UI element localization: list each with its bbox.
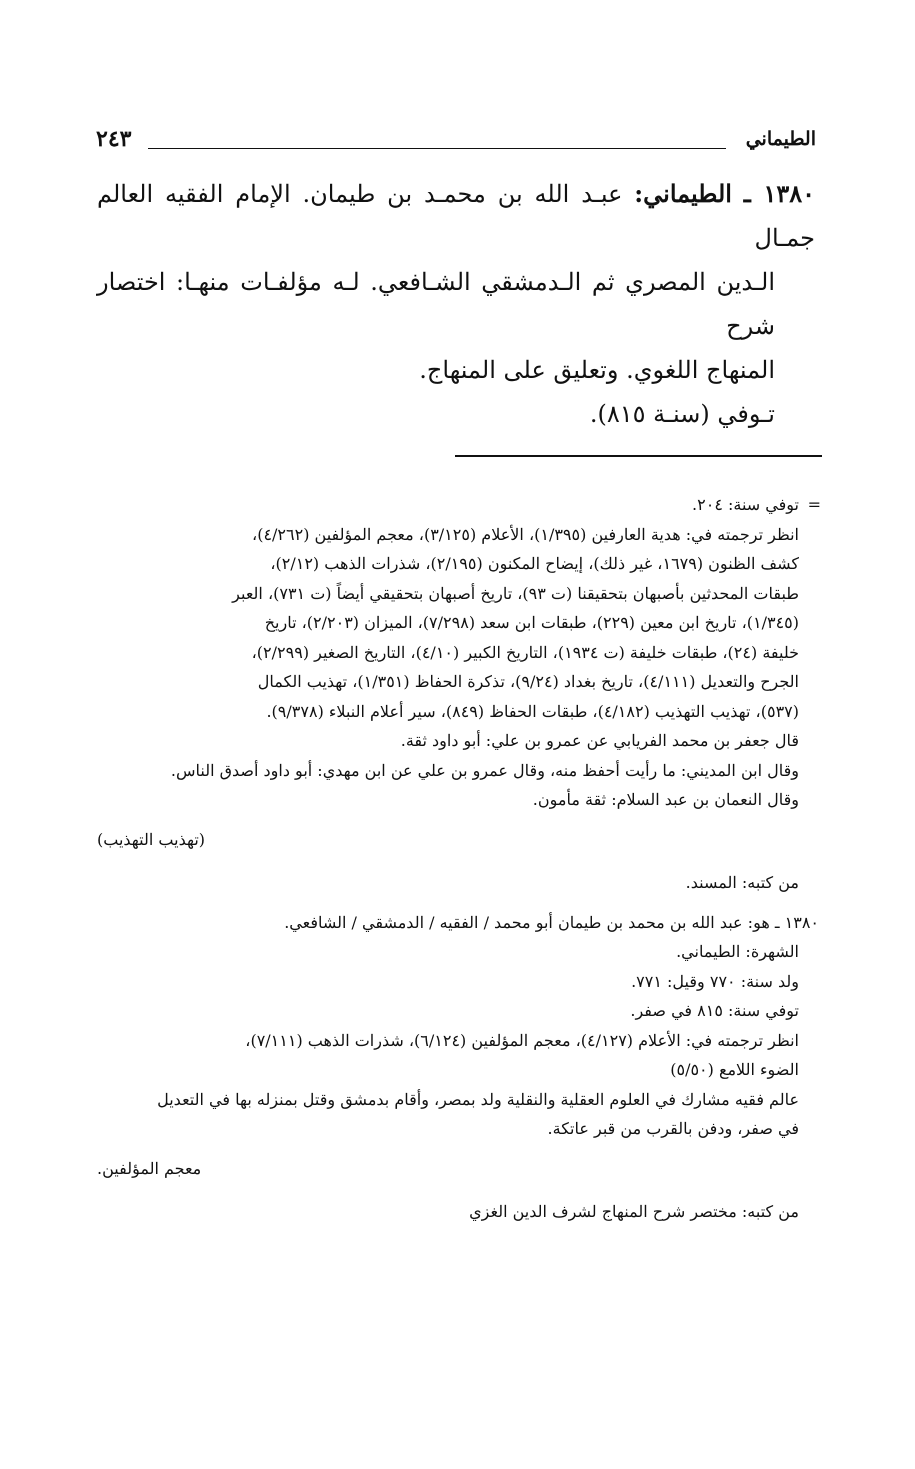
entry-death-line: تـوفي (سنـة ٨١٥). [589,400,775,428]
footnote-line: ولد سنة: ٧٧٠ وقيل: ٧٧١. [631,971,799,991]
entry-name: الطيماني: [634,179,732,208]
main-entry [97,172,815,436]
footnotes [97,490,819,1227]
footnote-entry-head: ١٣٨٠ ـ هو: عبد الله بن محمد بن طيمان أبو محمد / الفقيه / الدمشقي / الشافعي. [284,912,819,932]
page-number: ٢٤٣ [96,126,132,152]
footnote-line: = توفي سنة: ٢٠٤. [97,490,819,520]
footnote-line: توفي سنة: ٨١٥ في صفر. [630,1001,799,1020]
running-title: الطيماني [745,128,816,150]
footnote-line: وقال ابن المديني: ما رأيت أحفظ منه، وقال عمرو بن علي عن ابن مهدي: أبو داود أصدق الناس. [170,760,799,780]
footnote-bio: في صفر، ودفن بالقرب من قبر عاتكة. [547,1119,799,1138]
footnote-separator [455,455,822,457]
footnote-bio: عالم فقيه مشارك في العلوم العقلية والنقلية ولد بمصر، وأقام بدمشق وقتل بمنزله بها في التعديل [157,1089,799,1109]
footnote-line: الجرح والتعديل (٤/١١١)، تاريخ بغداد (٩/٢٤)، تذكرة الحفاظ (١/٣٥١)، تهذيب الكمال [257,672,799,691]
header-rule [148,148,726,149]
entry-text-line: عبـد الله بن محمـد بن طيمان. الإمام الفقيه العالم جمـال [97,180,815,252]
footnote-line: الضوء اللامع (٥/٥٠) [670,1060,799,1079]
footnote-line: قال جعفر بن محمد الفريابي عن عمرو بن علي: أبو داود ثقة. [400,731,799,750]
footnote-works: من كتبه: المسند. [685,873,799,892]
footnote-line: انظر ترجمته في: الأعلام (٤/١٢٧)، معجم المؤلفين (٦/١٢٤)، شذرات الذهب (٧/١١١)، [245,1030,799,1050]
entry-text-line: المنهاج اللغوي. وتعليق على المنهاج. [419,356,775,384]
continuation-marker: = [807,495,821,514]
footnote-source: (تهذيب التهذيب) [97,829,206,849]
footnote-line: (١/٣٤٥)، تاريخ ابن معين (٢٢٩)، طبقات ابن سعد (٧/٢٩٨)، الميزان (٢/٢٠٣)، تاريخ [264,613,799,632]
footnote-line: (٥٣٧)، تهذيب التهذيب (٤/١٨٢)، طبقات الحفاظ (٨٤٩)، سير أعلام النبلاء (٩/٣٧٨). [266,701,799,721]
footnote-works: من كتبه: مختصر شرح المنهاج لشرف الدين الغزي [469,1202,799,1221]
entry-text-line: الـدين المصري ثم الـدمشقي الشـافعي. لـه مؤلفـات منهـا: اختصار شرح [97,268,775,340]
footnote-line: طبقات المحدثين بأصبهان بتحقيقنا (ت ٩٣)، تاريخ أصبهان بتحقيقي أيضاً (ت ٧٣١)، العبر [232,583,799,603]
footnote-line: انظر ترجمته في: هدية العارفين (١/٣٩٥)، الأعلام (٣/١٢٥)، معجم المؤلفين (٤/٢٦٢)، [252,524,799,544]
entry-number: ١٣٨٠ ـ [743,179,815,208]
running-header [96,126,816,160]
entry-first-line [97,172,815,260]
footnote-line: كشف الظنون (١٦٧٩، غير ذلك)، إيضاح المكنون (٢/١٩٥)، شذرات الذهب (٢/١٢)، [270,554,799,573]
footnote-source: معجم المؤلفين. [97,1158,202,1178]
footnote-line: الشهرة: الطيماني. [676,942,799,961]
footnote-line: وقال النعمان بن عبد السلام: ثقة مأمون. [532,790,799,809]
footnote-line: خليفة (٢٤)، طبقات خليفة (ت ١٩٣٤)، التاريخ الكبير (٤/١٠)، التاريخ الصغير (٢/٢٩٩)، [251,642,799,662]
